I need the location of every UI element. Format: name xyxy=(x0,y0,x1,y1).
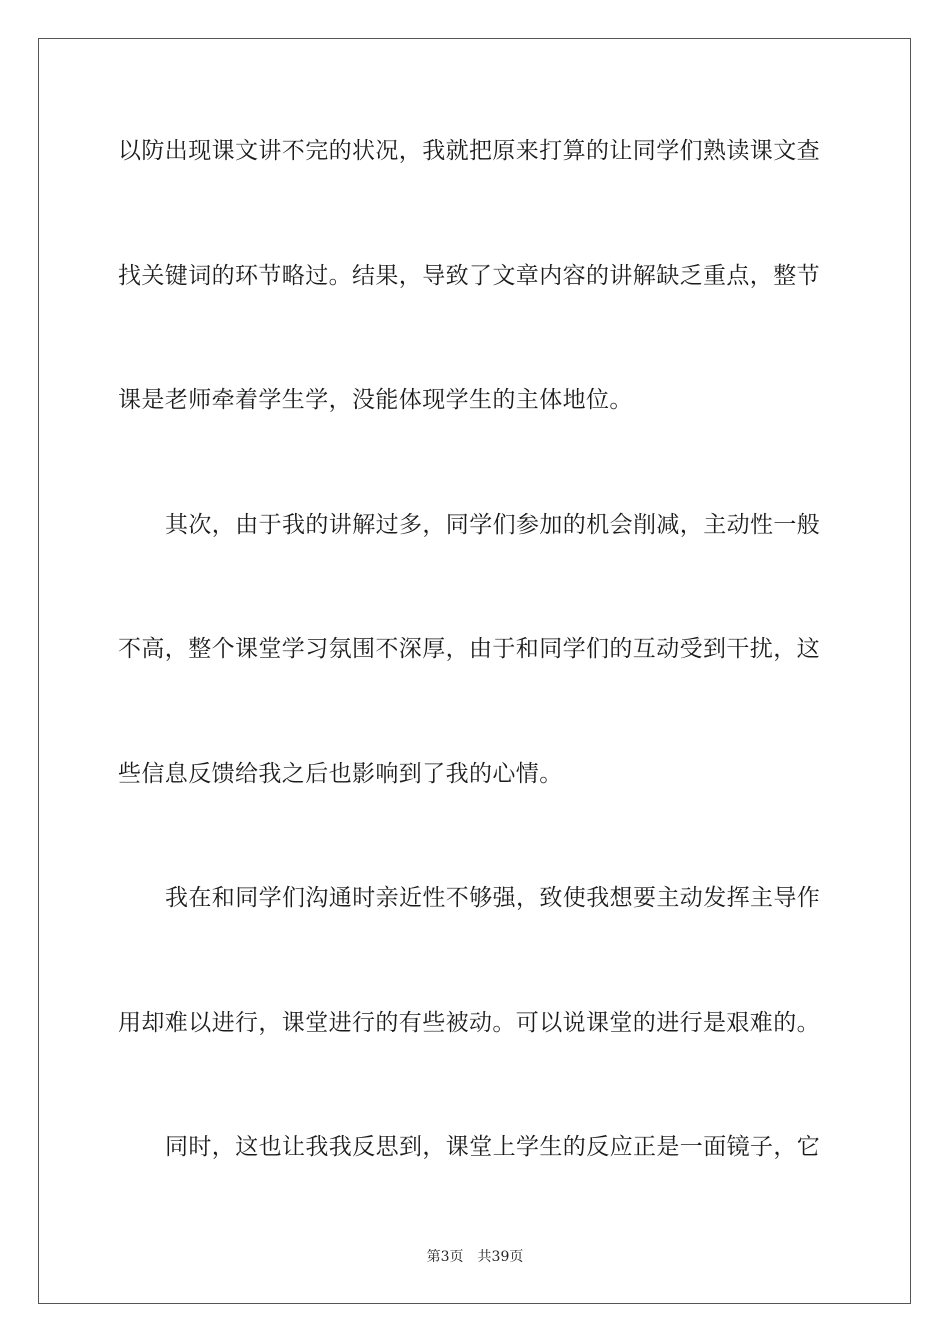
page-number: 第3页 xyxy=(426,1249,464,1265)
page-footer xyxy=(0,1247,950,1267)
text-line: 以防出现课文讲不完的状况，我就把原来打算的让同学们熟读课文查 xyxy=(118,138,820,164)
text-line: 用却难以进行，课堂进行的有些被动。可以说课堂的进行是艰难的。 xyxy=(118,1010,820,1036)
total-pages: 共39页 xyxy=(477,1249,524,1265)
text-line: 我在和同学们沟通时亲近性不够强，致使我想要主动发挥主导作 xyxy=(165,885,821,911)
text-line: 找关键词的环节略过。结果，导致了文章内容的讲解缺乏重点，整节 xyxy=(118,263,820,289)
text-line: 同时，这也让我我反思到，课堂上学生的反应正是一面镜子，它 xyxy=(165,1134,821,1160)
text-line: 课是老师牵着学生学，没能体现学生的主体地位。 xyxy=(118,387,633,413)
text-line: 其次，由于我的讲解过多，同学们参加的机会削减，主动性一般 xyxy=(165,512,821,538)
text-line: 些信息反馈给我之后也影响到了我的心情。 xyxy=(118,761,563,787)
text-line: 不高，整个课堂学习氛围不深厚，由于和同学们的互动受到干扰，这 xyxy=(118,636,820,662)
page-border xyxy=(38,38,911,1304)
